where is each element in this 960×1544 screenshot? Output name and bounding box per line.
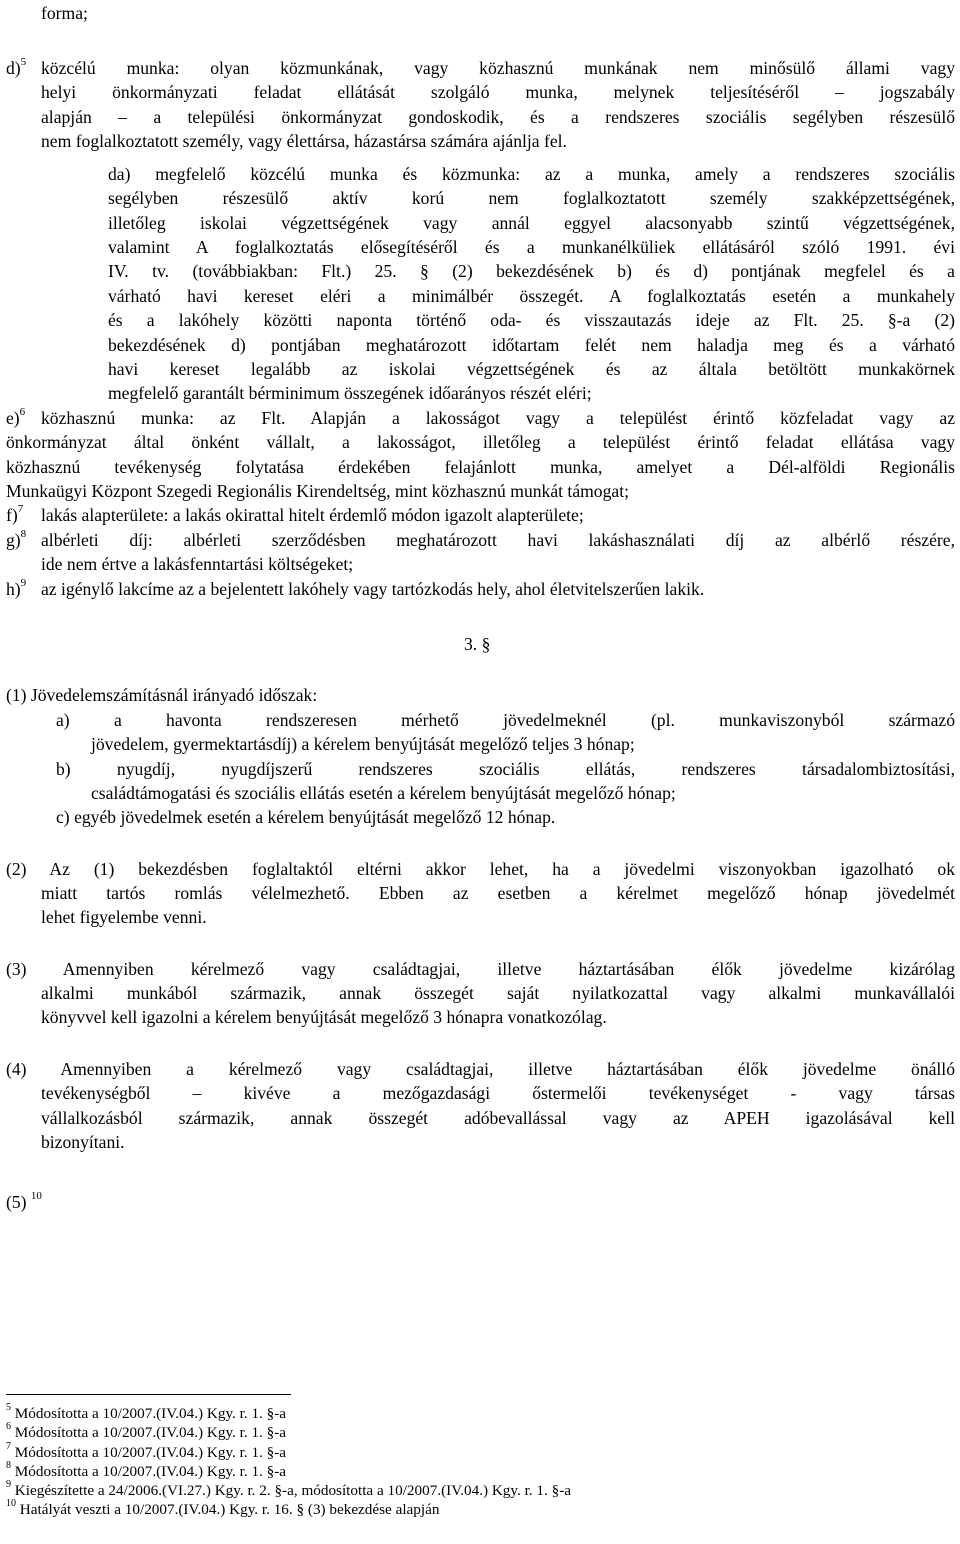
footnote-separator bbox=[6, 1394, 291, 1395]
text-line: b) nyugdíj, nyugdíjszerű rendszeres szociális ellátás, rendszeres társadalombiztosítási, bbox=[56, 759, 955, 779]
text-line: miatt tartós romlás vélelmezhető. Ebben az esetben a kérelmet megelőző hónap jövedelmét bbox=[41, 883, 955, 903]
text-line: és a lakóhely közötti naponta történő oda- és visszautazás ideje az Flt. 25. §-a (2) bbox=[108, 310, 955, 330]
text-line: forma; bbox=[41, 3, 88, 23]
footnote-ref: 10 bbox=[30, 1190, 42, 1203]
footnote-ref: 9 bbox=[20, 577, 27, 590]
text-line: (2) Az (1) bekezdésben foglaltaktól eltérni akkor lehet, ha a jövedelmi viszonyokban igazolható ok bbox=[6, 859, 955, 879]
footnote-ref: 7 bbox=[17, 503, 24, 516]
text-line: bekezdésének d) pontjában meghatározott időtartam felét nem haladja meg és a várható bbox=[108, 335, 955, 355]
text-line: IV. tv. (továbbiakban: Flt.) 25. § (2) bekezdésének b) és d) pontjának megfelel és a bbox=[108, 261, 955, 281]
text-line: alkalmi munkából származik, annak összegét saját nyilatkozattal vagy alkalmi munkavállalói bbox=[41, 983, 955, 1003]
footnote: $^8$ Módosította a 10/2007.(IV.04.) Kgy. r. 1. §-a bbox=[6, 1459, 287, 1480]
text-line: illetőleg iskolai végzettségének vagy annál eggyel alacsonyabb szintű végzettségének, bbox=[108, 213, 955, 233]
text-line: c) egyéb jövedelmek esetén a kérelem benyújtását megelőző 12 hónap. bbox=[56, 807, 556, 827]
text-line: alapján – a települési önkormányzat gondoskodik, és a rendszeres szociális segélyben részesülő bbox=[41, 107, 955, 127]
text-line: az igénylő lakcíme az a bejelentett lakóhely vagy tartózkodás hely, ahol életvitelszerűen lakik. bbox=[41, 579, 705, 599]
text-line: bizonyítani. bbox=[41, 1132, 125, 1152]
text-line: várható havi kereset eléri a minimálbér összegét. A foglalkoztatás esetén a munkahely bbox=[108, 286, 955, 306]
text-line: (4) Amennyiben a kérelmező vagy családtagjai, illetve háztartásában élők jövedelme önálló bbox=[6, 1059, 955, 1079]
text-line: közhasznú tevékenység folytatása érdekében felajánlott munka, amelyet a Dél-alföldi Regionális bbox=[6, 457, 955, 477]
text-line: helyi önkormányzati feladat ellátását szolgáló munka, melynek teljesítéséről – jogszabály bbox=[41, 82, 955, 102]
text-line: családtámogatási és szociális ellátás esetén a kérelem benyújtását megelőző hónap; bbox=[91, 783, 676, 803]
item-label-d: d)$^5$ bbox=[6, 56, 27, 78]
text-line: jövedelem, gyermektartásdíj) a kérelem benyújtását megelőző teljes 3 hónap; bbox=[91, 734, 635, 754]
section-heading: 3. § bbox=[464, 634, 491, 654]
text-line: a) a havonta rendszeresen mérhető jövedelmeknél (pl. munkaviszonyból származó bbox=[56, 710, 955, 730]
text-line: lehet figyelembe venni. bbox=[41, 907, 207, 927]
text-line: lakás alapterülete: a lakás okirattal hitelt érdemlő módon igazolt alapterülete; bbox=[41, 505, 584, 525]
item-label-f: f)$^7$ bbox=[6, 503, 24, 525]
text-line: ide nem értve a lakásfenntartási költségeket; bbox=[41, 554, 354, 574]
footnote: $^7$ Módosította a 10/2007.(IV.04.) Kgy. r. 1. §-a bbox=[6, 1440, 287, 1461]
footnote: $^9$ Kiegészítette a 24/2006.(VI.27.) Kgy. r. 2. §-a, módosította a 10/2007.(IV.04.) Kgy. r. 1. §-a bbox=[6, 1478, 571, 1499]
text-line: segélyben részesülő aktív korú nem foglalkoztatott személy szakképzettségének, bbox=[108, 188, 955, 208]
item-label-e: e)$^6$ bbox=[6, 406, 26, 428]
text-line: valamint A foglalkoztatás elősegítéséről és a munkanélküliek ellátásáról szóló 1991. évi bbox=[108, 237, 955, 257]
paragraph-5-label: (5) $^{10}$ bbox=[6, 1190, 42, 1212]
footnote: $^6$ Módosította a 10/2007.(IV.04.) Kgy. r. 1. §-a bbox=[6, 1420, 287, 1441]
text-line: (1) Jövedelemszámításnál irányadó időszak: bbox=[6, 685, 318, 705]
text-line: vállalkozásból származik, annak összegét adóbevallással vagy az APEH igazolásával kell bbox=[41, 1108, 955, 1128]
footnote-ref: 5 bbox=[20, 56, 27, 69]
text-line: nem foglalkoztatott személy, vagy élettársa, házastársa számára ajánlja fel. bbox=[41, 131, 567, 151]
text-line: közcélú munka: olyan közmunkának, vagy közhasznú munkának nem minősülő állami vagy bbox=[41, 58, 955, 78]
footnote-ref: 8 bbox=[20, 528, 27, 541]
text-line: könyvvel kell igazolni a kérelem benyújtását megelőző 3 hónapra vonatkozólag. bbox=[41, 1007, 607, 1027]
item-label-g: g)$^8$ bbox=[6, 528, 27, 550]
text-line: önkormányzat által önként vállalt, a lakosságot, illetőleg a települést érintő feladat ellátása vagy bbox=[6, 432, 955, 452]
text-line: albérleti díj: albérleti szerződésben meghatározott havi lakáshasználati díj az albérlő részére, bbox=[41, 530, 955, 550]
text-line: havi kereset legalább az iskolai végzettségének és az általa betöltött munkakörnek bbox=[108, 359, 955, 379]
footnote-ref: 6 bbox=[19, 406, 26, 419]
text-line: közhasznú munka: az Flt. Alapján a lakosságot vagy a települést érintő közfeladat vagy az bbox=[41, 408, 955, 428]
footnote: $^{10}$ Hatályát veszti a 10/2007.(IV.04.) Kgy. r. 16. § (3) bekezdése alapján bbox=[6, 1497, 440, 1518]
text-line: (3) Amennyiben kérelmező vagy családtagjai, illetve háztartásában élők jövedelme kizárólag bbox=[6, 959, 955, 979]
footnote: $^5$ Módosította a 10/2007.(IV.04.) Kgy. r. 1. §-a bbox=[6, 1401, 287, 1422]
text-line: Munkaügyi Központ Szegedi Regionális Kirendeltség, mint közhasznú munkát támogat; bbox=[6, 481, 629, 501]
text-line: megfelelő garantált bérminimum összegének időarányos részét eléri; bbox=[108, 383, 592, 403]
text-line: da) megfelelő közcélú munka és közmunka: az a munka, amely a rendszeres szociális bbox=[108, 164, 955, 184]
item-label-h: h)$^9$ bbox=[6, 577, 27, 599]
text-line: tevékenységből – kivéve a mezőgazdasági őstermelői tevékenységet - vagy társas bbox=[41, 1083, 955, 1103]
